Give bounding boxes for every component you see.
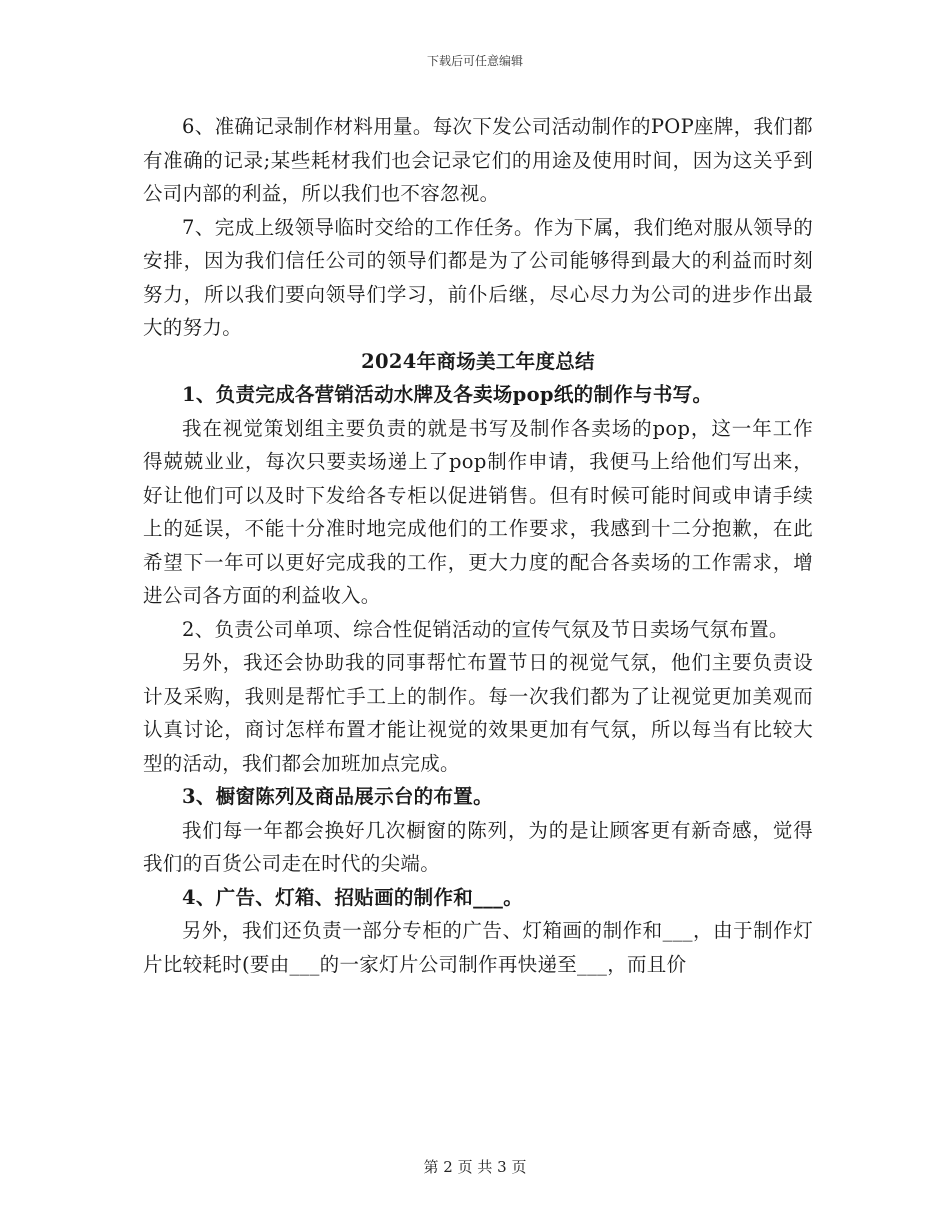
paragraph-6: 6、准确记录制作材料用量。每次下发公司活动制作的POP座牌，我们都有准确的记录;某些耗材我们也会记录它们的用途及使用时间，因为这关乎到公司内部的利益，所以我们也不容忽视。	[143, 115, 813, 205]
heading-3: 3、橱窗陈列及商品展示台的布置。	[182, 785, 493, 808]
document-body	[143, 110, 813, 981]
paragraph-body-2: 另外，我还会协助我的同事帮忙布置节日的视觉气氛，他们主要负责设计及采购，我则是帮忙手工上的制作。每一次我们都为了让视觉更加美观而认真讨论，商讨怎样布置才能让视觉的效果更加有气氛，所以每当有比较大型的活动，我们都会加班加点完成。	[143, 651, 813, 775]
page-header: 下载后可任意编辑	[426, 54, 523, 68]
paragraph-body-4: 另外，我们还负责一部分专柜的广告、灯箱画的制作和___，由于制作灯片比较耗时(要由___的一家灯片公司制作再快递至___，而且价	[143, 919, 813, 976]
heading-1: 1、负责完成各营销活动水牌及各卖场pop纸的制作与书写。	[182, 383, 713, 406]
paragraph-body-3: 我们每一年都会换好几次橱窗的陈列，为的是让顾客更有新奇感，觉得我们的百货公司走在时代的尖端。	[143, 818, 813, 875]
section-title: 2024年商场美工年度总结	[361, 349, 595, 373]
paragraph-body-1: 我在视觉策划组主要负责的就是书写及制作各卖场的pop，这一年工作得兢兢业业，每次只要卖场递上了pop制作申请，我便马上给他们写出来，好让他们可以及时下发给各专柜以促进销售。但有时候可能时间或申请手续上的延误，不能十分准时地完成他们的工作要求，我感到十二分抱歉，在此希望下一年可以更好完成我的工作，更大力度的配合各卖场的工作需求，增进公司各方面的利益收入。	[143, 416, 813, 607]
heading-2: 2、负责公司单项、综合性促销活动的宣传气氛及节日卖场气氛布置。	[182, 617, 789, 641]
page-footer: 第 2 页 共 3 页	[423, 1158, 527, 1176]
paragraph-7: 7、完成上级领导临时交给的工作任务。作为下属，我们绝对服从领导的安排，因为我们信任公司的领导们都是为了公司能够得到最大的利益而时刻努力，所以我们要向领导们学习，前仆后继，尽心尽力为公司的进步作出最大的努力。	[143, 215, 813, 339]
heading-4: 4、广告、灯箱、招贴画的制作和___。	[182, 885, 524, 909]
